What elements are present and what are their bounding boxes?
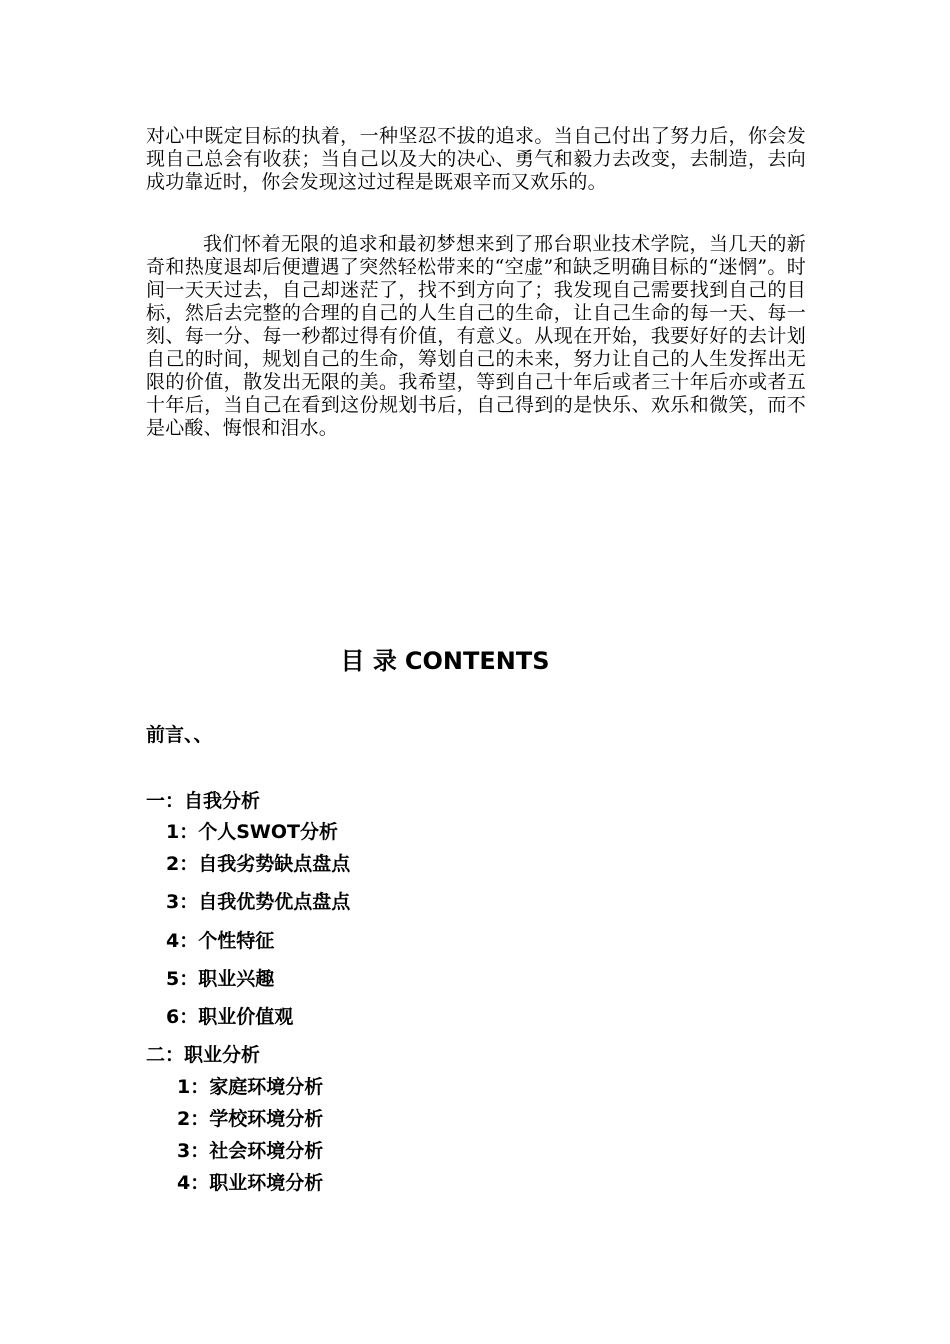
toc-title-en: CONTENTS (404, 647, 550, 675)
toc-item: 2：自我劣势缺点盘点 (166, 853, 351, 875)
toc-item: 1：家庭环境分析 (177, 1076, 324, 1098)
toc-item: 1：个人SWOT分析 (166, 821, 338, 843)
toc-heading (0, 641, 890, 676)
toc-item: 4：个性特征 (166, 930, 275, 952)
toc-item: 5：职业兴趣 (166, 968, 275, 990)
intro-paragraph-1: 对心中既定目标的执着，一种坚忍不拔的追求。当自己付出了努力后，你会发现自己总会有收获；当自己以及大的决心、勇气和毅力去改变，去制造，去向成功靠近时，你会发现这过过程是既艰辛而又欢乐的。 (146, 125, 806, 193)
intro-paragraph-2: 我们怀着无限的追求和最初梦想来到了邢台职业技术学院，当几天的新奇和热度退却后便遭遇了突然轻松带来的“空虚”和缺乏明确目标的“迷惘”。时间一天天过去，自己却迷茫了，找不到方向了；我发现自己需要找到自己的目标，然后去完整的合理的自己的人生自己的生命，让自己生命的每一天、每一刻、每一分、每一秒都过得有价值，有意义。从现在开始，我要好好的去计划自己的时间，规划自己的生命，筹划自己的未来，努力让自己的人生发挥出无限的价值，散发出无限的美。我希望，等到自己十年后或者三十年后亦或者五十年后，当自己在看到这份规划书后，自己得到的是快乐、欢乐和微笑，而不是心酸、悔恨和泪水。 (146, 233, 806, 439)
toc-section-2: 二：职业分析 (146, 1044, 261, 1066)
toc-section-1: 一：自我分析 (146, 790, 261, 812)
toc-title-cn: 目 录 (340, 647, 397, 675)
toc-item: 4：职业环境分析 (177, 1172, 324, 1194)
toc-item: 3：自我优势优点盘点 (166, 891, 351, 913)
toc-item: 2：学校环境分析 (177, 1108, 324, 1130)
toc-item: 3：社会环境分析 (177, 1140, 324, 1162)
toc-item: 6：职业价值观 (166, 1006, 294, 1028)
toc-preface: 前言、、 (146, 724, 213, 746)
